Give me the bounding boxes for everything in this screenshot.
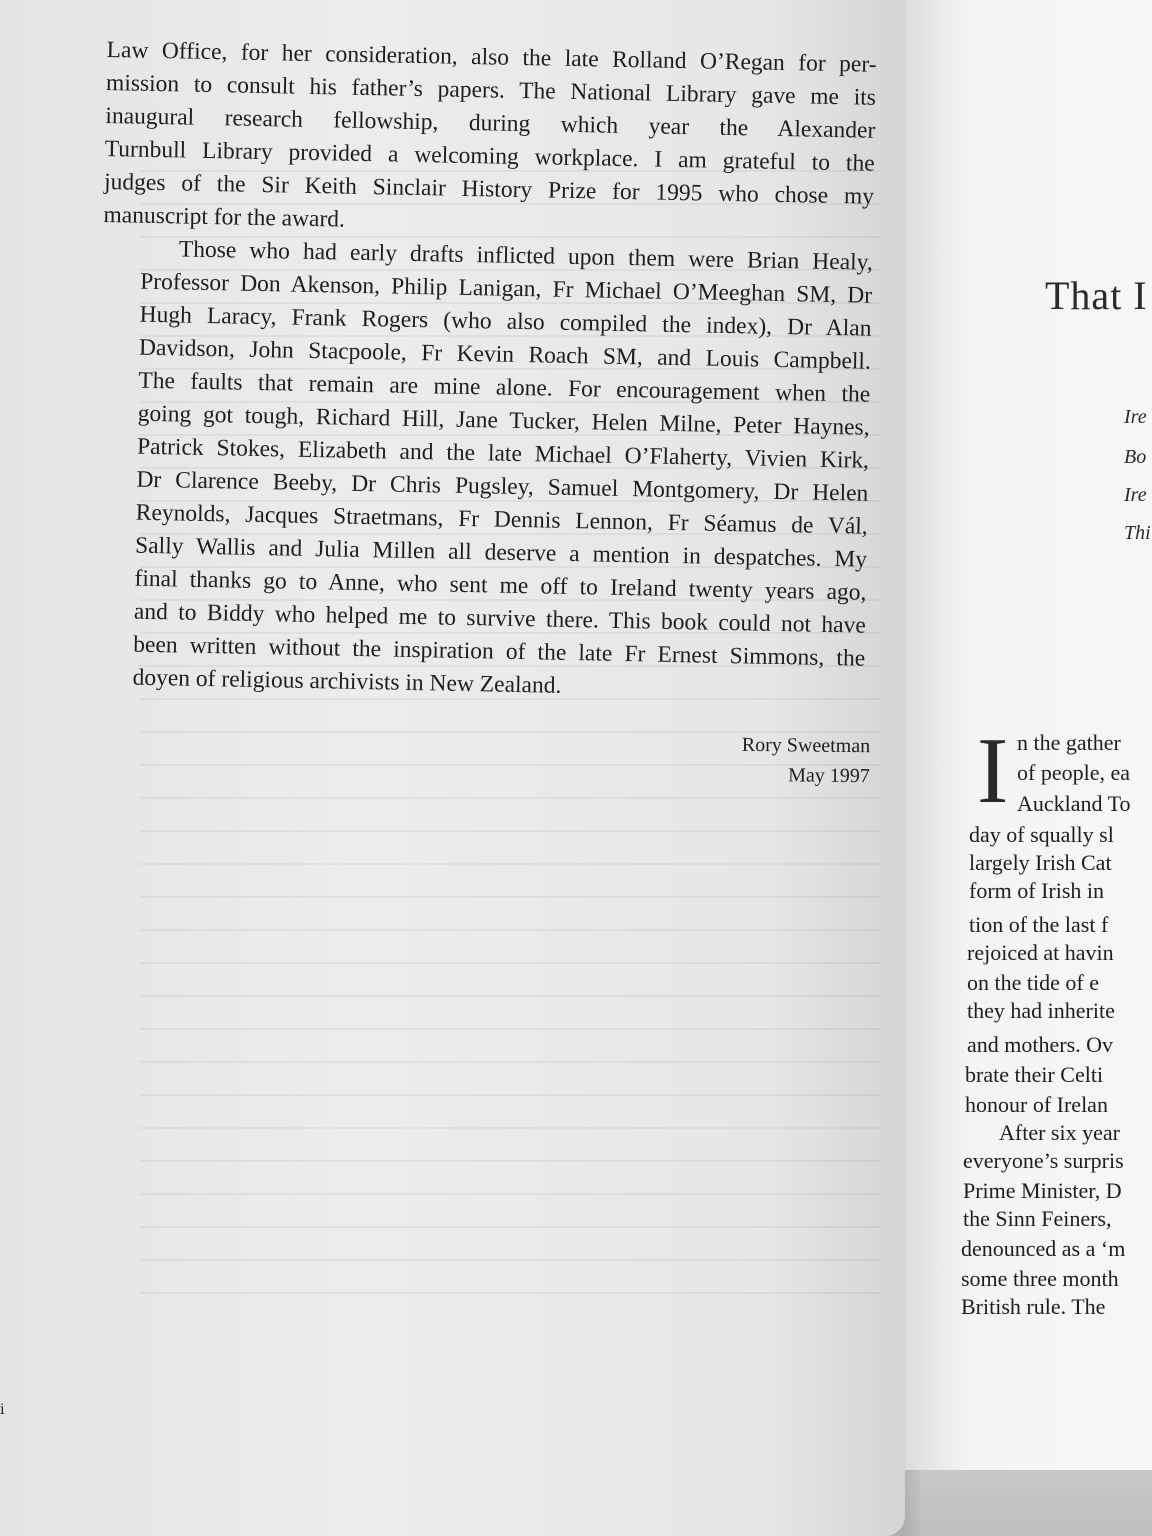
text-line: final thanks go to Anne, who sent me off to Ireland twenty years ago, bbox=[134, 565, 867, 606]
text-line: Prime Minister, D bbox=[963, 1178, 1122, 1203]
text-line: Davidson, John Stacpoole, Fr Kevin Roach SM, and Louis Campbell. bbox=[138, 334, 872, 375]
text-line: denounced as a ‘m bbox=[961, 1236, 1126, 1261]
text-line: honour of Irelan bbox=[965, 1092, 1108, 1117]
chapter-contents-item: Ire bbox=[1124, 406, 1147, 428]
text-line: the Sinn Feiners, bbox=[963, 1206, 1112, 1231]
chapter-contents-item: Thi bbox=[1124, 522, 1151, 544]
drop-cap: I bbox=[977, 719, 1009, 823]
text-line: Sally Wallis and Julia Millen all deserve a mention in despatches. My bbox=[134, 532, 868, 573]
text-line: After six year bbox=[999, 1120, 1120, 1145]
text-line: Those who had early drafts inflicted upon them were Brian Healy, bbox=[178, 236, 873, 276]
text-line: Law Office, for her consideration, also the late Rolland O’Regan for per- bbox=[106, 36, 877, 78]
text-line: Hugh Laracy, Frank Rogers (who also compiled the index), Dr Alan bbox=[139, 301, 872, 342]
text-line: been written without the inspiration of the late Fr Ernest Simmons, the bbox=[133, 631, 866, 672]
text-line: Turnbull Library provided a welcoming workplace. I am grateful to the bbox=[104, 135, 875, 177]
text-line: everyone’s surpris bbox=[963, 1148, 1124, 1173]
text-line: n the gather bbox=[1017, 730, 1121, 755]
text-line: Auckland To bbox=[1017, 791, 1131, 816]
text-line: brate their Celti bbox=[965, 1062, 1104, 1087]
text-line: The faults that remain are mine alone. For encouragement when the bbox=[138, 367, 871, 408]
text-line: inaugural research fellowship, during which year the Alexander bbox=[105, 102, 876, 144]
text-line: tion of the last f bbox=[969, 912, 1109, 937]
text-line: manuscript for the award. bbox=[103, 201, 346, 233]
text-line: Dr Clarence Beeby, Dr Chris Pugsley, Samuel Montgomery, Dr Helen bbox=[136, 466, 869, 507]
right-page bbox=[905, 0, 1152, 1470]
text-line: going got tough, Richard Hill, Jane Tucker, Helen Milne, Peter Haynes, bbox=[137, 400, 870, 441]
text-line: and mothers. Ov bbox=[967, 1032, 1114, 1057]
signature-block bbox=[640, 729, 871, 791]
text-line: rejoiced at havin bbox=[967, 940, 1114, 965]
text-line: form of Irish in bbox=[969, 878, 1105, 903]
text-line: some three month bbox=[961, 1266, 1119, 1291]
text-line: day of squally sl bbox=[969, 822, 1114, 847]
page-number: i bbox=[0, 1402, 5, 1418]
text-line: British rule. The bbox=[961, 1294, 1106, 1319]
text-line: Patrick Stokes, Elizabeth and the late Michael O’Flaherty, Vivien Kirk, bbox=[136, 433, 870, 474]
text-line: and to Biddy who helped me to survive there. This book could not have bbox=[133, 598, 867, 639]
signature-date: May 1997 bbox=[788, 764, 870, 788]
paragraph-1 bbox=[103, 34, 877, 247]
author-name: Rory Sweetman bbox=[741, 733, 871, 758]
chapter-contents-item: Bo bbox=[1124, 446, 1147, 468]
text-line: they had inherite bbox=[967, 998, 1115, 1023]
chapter-contents-item: Ire bbox=[1124, 484, 1147, 506]
acknowledgements-text bbox=[94, 34, 877, 709]
text-line: of people, ea bbox=[1017, 760, 1130, 785]
paragraph-2 bbox=[94, 232, 873, 709]
chapter-title: That I bbox=[1045, 273, 1148, 318]
text-line: doyen of religious archivists in New Zealand. bbox=[132, 664, 562, 699]
text-line: judges of the Sir Keith Sinclair History Prize for 1995 who chose my bbox=[103, 168, 875, 210]
text-line: mission to consult his father’s papers. The National Library gave me its bbox=[105, 69, 877, 111]
text-line: on the tide of e bbox=[967, 970, 1099, 995]
text-line: Professor Don Akenson, Philip Lanigan, Fr Michael O’Meeghan SM, Dr bbox=[140, 268, 873, 309]
text-line: largely Irish Cat bbox=[969, 850, 1112, 875]
text-line: Reynolds, Jacques Straetmans, Fr Dennis Lennon, Fr Séamus de Vál, bbox=[135, 499, 868, 540]
